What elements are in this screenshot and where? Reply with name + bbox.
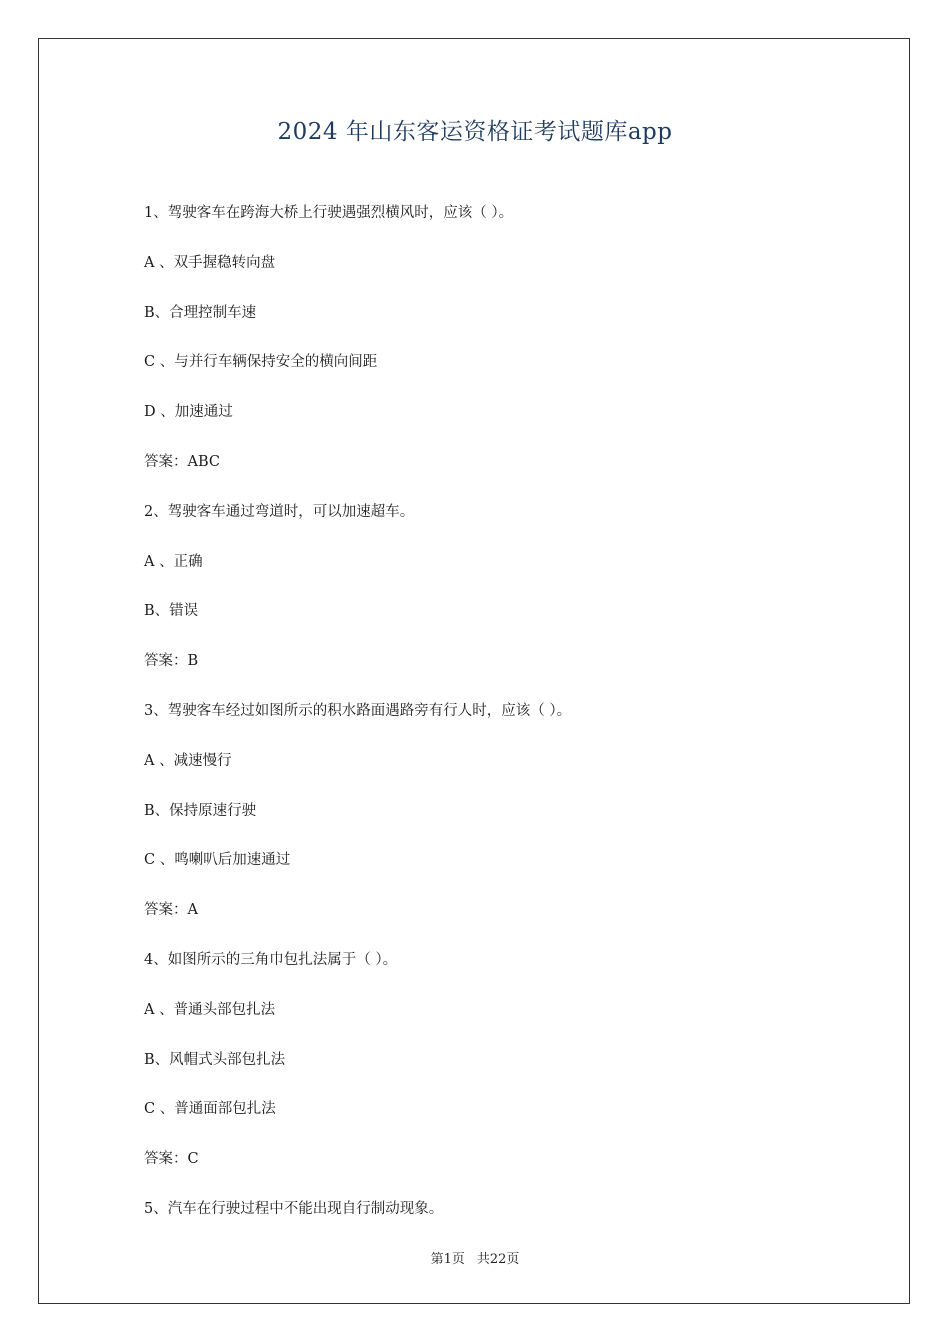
document-title: 2024 年山东客运资格证考试题库app (277, 119, 673, 145)
question-4-answer: 答案：C (144, 1151, 199, 1168)
page-current: 第1页 (430, 1252, 465, 1267)
question-3-answer: 答案：A (144, 902, 198, 919)
question-list (144, 202, 864, 1248)
question-1-option-c: C 、与并行车辆保持安全的横向间距 (144, 354, 378, 371)
question-3-option-a: A 、减速慢行 (144, 752, 232, 769)
question-2-option-b: B、错误 (144, 603, 199, 620)
question-2-option-a: A 、正确 (144, 553, 203, 570)
question-3-option-b: B、保持原速行驶 (144, 802, 257, 819)
question-3-option-c: C 、鸣喇叭后加速通过 (144, 852, 291, 869)
question-1-option-d: D 、加速通过 (144, 404, 233, 421)
question-4-stem: 4、如图所示的三角巾包扎法属于（ ）。 (144, 951, 398, 968)
question-3-stem: 3、驾驶客车经过如图所示的积水路面遇路旁有行人时，应该（ ）。 (144, 702, 572, 719)
question-4-option-b: B、风帽式头部包扎法 (144, 1051, 286, 1068)
question-4-option-c: C 、普通面部包扎法 (144, 1101, 276, 1118)
page-footer (0, 1248, 950, 1267)
question-1-stem: 1、驾驶客车在跨海大桥上行驶遇强烈横风时，应该（ ）。 (144, 205, 514, 221)
page-total: 共22页 (476, 1252, 520, 1267)
question-2-answer: 答案：B (144, 653, 199, 670)
question-2-stem: 2、驾驶客车通过弯道时，可以加速超车。 (144, 503, 415, 520)
question-1-option-b: B、合理控制车速 (144, 304, 257, 321)
question-1-answer: 答案：ABC (144, 453, 220, 470)
question-4-option-a: A 、普通头部包扎法 (144, 1001, 276, 1018)
question-5-stem: 5、汽车在行驶过程中不能出现自行制动现象。 (144, 1200, 444, 1217)
question-1-option-a: A 、双手握稳转向盘 (144, 254, 276, 271)
